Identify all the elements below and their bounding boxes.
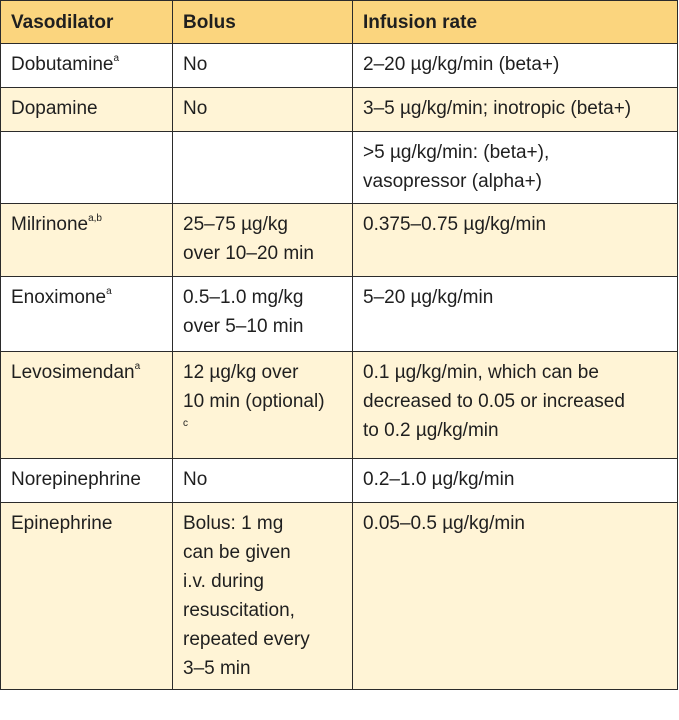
cell-infusion-rate bbox=[353, 88, 678, 132]
infusion-line: vasopressor (alpha+) bbox=[363, 171, 543, 192]
infusion-line: >5 µg/kg/min: (beta+), bbox=[363, 142, 550, 163]
table-row bbox=[1, 132, 678, 204]
infusion-line: 0.2–1.0 µg/kg/min bbox=[363, 469, 515, 490]
cell-vasodilator bbox=[1, 352, 173, 459]
infusion-line: 3–5 µg/kg/min; inotropic (beta+) bbox=[363, 98, 632, 119]
cell-vasodilator bbox=[1, 204, 173, 277]
bolus-line: over 10–20 min bbox=[183, 243, 314, 264]
bolus-line: No bbox=[183, 98, 208, 119]
table-row bbox=[1, 503, 678, 690]
cell-vasodilator bbox=[1, 277, 173, 352]
vasodilator-name: Dopamine bbox=[11, 98, 98, 119]
cell-vasodilator bbox=[1, 132, 173, 204]
bolus-line: 25–75 µg/kg bbox=[183, 214, 288, 235]
cell-bolus bbox=[173, 44, 353, 88]
table-row bbox=[1, 352, 678, 459]
cell-vasodilator bbox=[1, 88, 173, 132]
footnote-marker: a bbox=[134, 360, 141, 372]
bolus-line: 0.5–1.0 mg/kg bbox=[183, 287, 304, 308]
bolus-line: Bolus: 1 mg bbox=[183, 513, 284, 534]
header-vasodilator: Vasodilator bbox=[1, 1, 173, 44]
bolus-line: No bbox=[183, 469, 208, 490]
table-row bbox=[1, 44, 678, 88]
cell-bolus bbox=[173, 352, 353, 459]
vasodilator-name: Epinephrine bbox=[11, 513, 113, 534]
cell-infusion-rate bbox=[353, 277, 678, 352]
table-row bbox=[1, 204, 678, 277]
cell-infusion-rate bbox=[353, 44, 678, 88]
table-body bbox=[1, 44, 678, 690]
infusion-line: 2–20 µg/kg/min (beta+) bbox=[363, 54, 560, 75]
header-infusion-rate: Infusion rate bbox=[353, 1, 678, 44]
footnote-marker: a bbox=[113, 52, 120, 64]
cell-vasodilator bbox=[1, 459, 173, 503]
vasodilator-name: Levosimendan bbox=[11, 362, 135, 383]
bolus-line: i.v. during bbox=[183, 571, 264, 592]
footnote-marker: a,b bbox=[88, 212, 102, 224]
infusion-line: decreased to 0.05 or increased bbox=[363, 391, 625, 412]
cell-infusion-rate bbox=[353, 204, 678, 277]
infusion-line: 5–20 µg/kg/min bbox=[363, 287, 494, 308]
vasodilator-name: Milrinone bbox=[11, 214, 89, 235]
bolus-line: repeated every bbox=[183, 629, 310, 650]
cell-vasodilator bbox=[1, 503, 173, 690]
table-row bbox=[1, 277, 678, 352]
bolus-footnote-marker: c bbox=[183, 418, 188, 429]
bolus-line: No bbox=[183, 54, 208, 75]
cell-bolus bbox=[173, 88, 353, 132]
cell-vasodilator bbox=[1, 44, 173, 88]
cell-bolus bbox=[173, 204, 353, 277]
table-row bbox=[1, 459, 678, 503]
bolus-line: over 5–10 min bbox=[183, 316, 304, 337]
bolus-line: resuscitation, bbox=[183, 600, 295, 621]
bolus-line: can be given bbox=[183, 542, 291, 563]
vasodilator-name: Norepinephrine bbox=[11, 469, 141, 490]
header-bolus: Bolus bbox=[173, 1, 353, 44]
bolus-line: 10 min (optional) bbox=[183, 391, 325, 412]
cell-bolus bbox=[173, 277, 353, 352]
infusion-line: 0.1 µg/kg/min, which can be bbox=[363, 362, 599, 383]
vasodilator-name: Dobutamine bbox=[11, 54, 114, 75]
cell-infusion-rate bbox=[353, 132, 678, 204]
bolus-line: 12 µg/kg over bbox=[183, 362, 299, 383]
infusion-line: 0.05–0.5 µg/kg/min bbox=[363, 513, 525, 534]
cell-bolus bbox=[173, 459, 353, 503]
infusion-line: to 0.2 µg/kg/min bbox=[363, 420, 499, 441]
table-header-row bbox=[1, 1, 678, 44]
infusion-line: 0.375–0.75 µg/kg/min bbox=[363, 214, 547, 235]
bolus-line: 3–5 min bbox=[183, 658, 251, 679]
cell-infusion-rate bbox=[353, 352, 678, 459]
cell-bolus bbox=[173, 503, 353, 690]
cell-bolus bbox=[173, 132, 353, 204]
vasodilator-name: Enoximone bbox=[11, 287, 107, 308]
cell-infusion-rate bbox=[353, 503, 678, 690]
footnote-marker: a bbox=[106, 285, 112, 297]
cell-infusion-rate bbox=[353, 459, 678, 503]
table-row bbox=[1, 88, 678, 132]
